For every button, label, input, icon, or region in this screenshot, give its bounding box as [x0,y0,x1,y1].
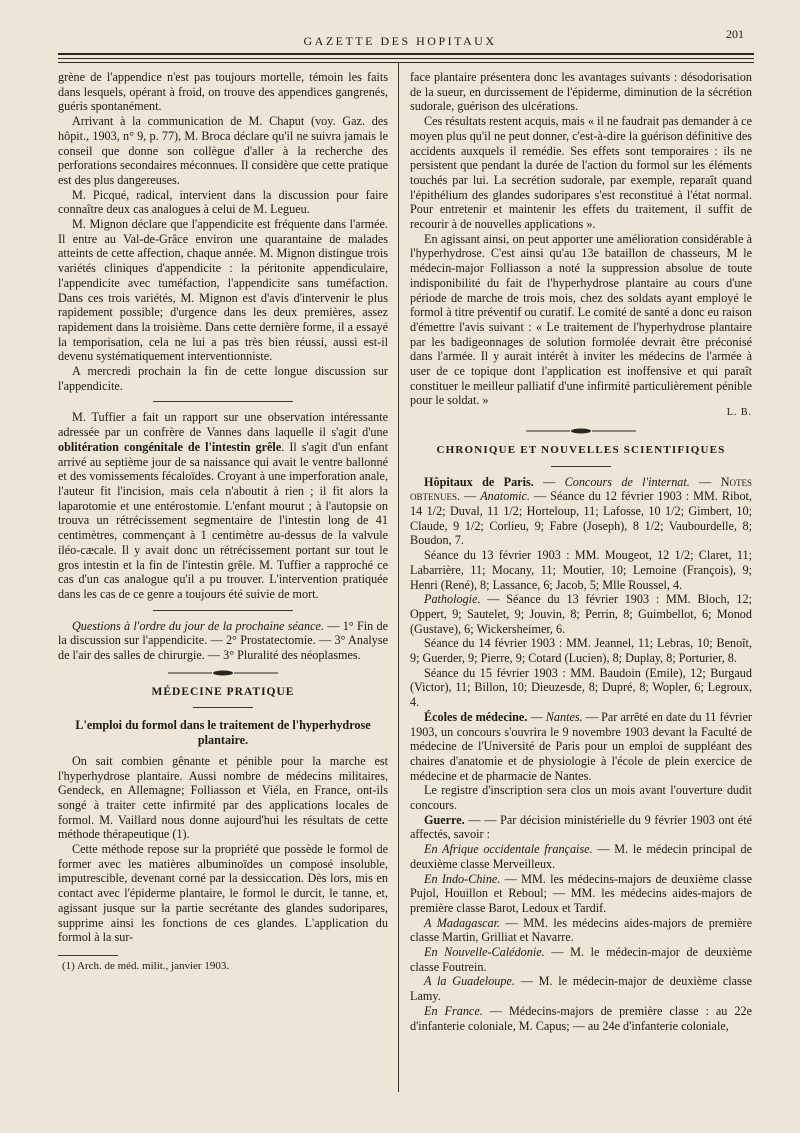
paragraph: grène de l'appendice n'est pas toujours mortelle, témoin les faits dans lesquels, opérant à froid, on trouve des appendices gangrenés, guéris spontanément. [58,70,388,114]
posting-place: En Nouvelle-Calédonie. [424,945,545,960]
left-column [58,70,388,973]
agenda-heading: Questions à l'ordre du jour de la prochaine séance. [72,618,324,633]
text-run: M. Tuffier a fait un rapport sur une observation intéressante adressée par un confrère de Vannes dans laquelle il s'agit d'une [58,410,388,440]
article-title: L'emploi du formol dans le traitement de l'hyperhydrose plantaire. [75,718,371,748]
paragraph: Le registre d'inscription sera clos un mois avant l'ouverture dudit concours. [410,783,752,813]
agenda-text: — 1° Fin de la discussion sur l'appendicite. — 2° Prostatectomie. — 3° Analyse de l'air des salles de chirurgie. — 3° Pluralité des néoplasmes. [58,618,389,663]
header-rule-thin-lower [58,62,754,63]
paragraph: Cette méthode repose sur la propriété que possède le formol de former avec les matières albuminoïdes un composé insoluble, imputrescible, devenant corné par la dessiccation. Dès lors, mis en contact avec l'épiderme plantaire, le formol le durcit, le tanne, et, agissant jusque sur la partie secrétante des glandes sudoripares, supprime ainsi les fonctions de ces glandes. L'application du formol à la sur- [58,842,388,945]
posting-text: — MM. les médecins aides-majors de première classe Martin, Grilliat et Navarre. [410,915,752,945]
anatomie-results: — Séance du 12 février 1903 : MM. Ribot, 14 1/2; Duval, 11 1/2; Horteloup, 11; Lafosse, 10 1/2; Gimbert, 10; Claude, 9 1/2; Corlieu, 9; Fabre (Joseph), 8 1/2; Vaubourdelle, 8; Boudon, 7. [410,489,752,548]
section-title: MÉDECINE PRATIQUE [151,685,295,698]
ecoles-text: — Par arrêté en date du 11 février 1903, un concours s'ouvrira le 9 novembre 1903 devant la Faculté de médecine de l'Université de Paris pour un emploi de suppléant des chaires d'anatomie et de physiologie à l'école de plein exercice de médecine et de pharmacie de Nantes. [410,709,752,783]
paragraph: face plantaire présentera donc les avantages suivants : désodorisation de la sueur, en durcissement de l'épiderme, diminution de la sécrétion sudorale, guérison des ulcérations. [410,70,752,114]
pathologie-results: — Séance du 13 février 1903 : MM. Bloch, 12; Oppert, 9; Sautelet, 9; Jouvin, 8; Perrin, 8; Guimbellot, 6; Monod (Gustave), 6; Wickersheimer, 6. [410,592,752,636]
ecoles-paragraph: Écoles de médecine. — Nantes. — Par arrêté en date du 11 février 1903, un concours s'ouvrira le 9 novembre 1903 devant la Faculté de médecine de l'Université de Paris pour un emploi de suppléant des chaires d'anatomie et de physiologie à l'école de plein exercice de médecine et de pharmacie de Nantes. [410,709,752,783]
paragraph: Arrivant à la communication de M. Chaput (voy. Gaz. des hôpit., 1903, n° 9, p. 77), M. Broca déclare qu'il ne suivra jamais le conseil que donne son collègue d'aller à la recherche des perforations secondaires méconnues. Il considère que cette pratique est des plus dangereuses. [58,114,388,187]
ornament-divider-icon [526,427,636,435]
header-rule-thick [58,53,754,55]
anatomie-label: Anatomic. [480,489,530,504]
posting-text: — Médecins-majors de première classe : au 22e d'infanterie coloniale, M. Capus; — au 24e d'infanterie coloniale, [410,1003,752,1033]
concours-heading: Concours de l'internat. [564,474,690,489]
guerre-item [410,842,752,871]
paragraph: On sait combien gênante et pénible pour la marche est l'hyperhydrose plantaire. Aussi nombre de médecins militaires, Gendeck, en Allemagne; Folliasson et Viéla, en France, ont-ils songé à traiter cette infirmité par des applications locales de formol. M. Vaillard nous donne aujourd'hui les résultats de cette méthode thérapeutique (1). [58,753,388,842]
running-head: GAZETTE DES HOPITAUX [303,34,497,48]
guerre-item [410,974,752,1003]
tuffier-paragraph [58,410,388,601]
paragraph: En agissant ainsi, on peut apporter une amélioration considérable à l'hyperhydrose. C'est ainsi qu'au 13e bataillon de chasseurs, M le médecin-major Folliasson a noté la suppression absolue de toute indisponibilité du fait de l'hyperhydrose plantaire au cours d'une période de marche de trois mois, chez des soldats ayant employé le formol à titre préventif ou curatif. Le comité de santé a donc eu raison d'émettre l'avis suivant : « Le traitement de l'hyperhydrose plantaire par les badigeonnages de solution formolée devrait être préconisé dans l'armée. Il y aurait intérêt à inviter les médecins de l'armée à user de ce topique dont l'application est inoffensive et qui paraît constituer le meilleur palliatif d'une infirmité particulièrement pénible pour le soldat. » [410,231,752,408]
title-rule [193,707,253,708]
posting-place: En France. [424,1003,483,1018]
header-rule-thin [58,58,754,59]
ecoles-heading: Écoles de médecine. [424,709,528,724]
results-paragraph: Séance du 14 février 1903 : MM. Jeannel, 11; Lebras, 10; Benoît, 9; Guerder, 9; Pierre, 9; Cotard (Lucien), 8; Duplay, 8; Porturier, 8. [410,636,752,666]
separator-rule [153,610,293,611]
pathologie-paragraph [410,592,752,636]
posting-place: En Indo-Chine. [424,871,501,886]
hopitaux-heading: Hôpitaux de Paris. [424,474,534,489]
bold-phrase: oblitération congénitale de l'intestin grêle [58,439,282,454]
hopitaux-paragraph: Hôpitaux de Paris. — Concours de l'internat. — Notes obtenues. — Anatomic. — Séance du 12 février 1903 : MM. Ribot, 14 1/2; Duval, 11 1/2; Horteloup, 11; Lafosse, 10 1/2; Gimbert, 10; Claude, 9 1/2; Corlieu, 9; Fabre (Joseph), 8 1/2; Vaubourdelle, 8; Boudon, 7. [410,474,752,548]
guerre-paragraph [410,813,752,842]
guerre-item [410,872,752,916]
ecoles-city: Nantes. [545,709,583,724]
results-paragraph: Séance du 15 février 1903 : MM. Baudoin (Emile), 12; Burgaud (Victor), 11; Billon, 10; Dieuzesde, 8; Dupré, 8; Wopler, 6; Legroux, 4. [410,665,752,710]
posting-text: — MM. les médecins-majors de deuxième classe Pujol, Houillon et Reboul; — MM. les médecins aides-majors de première classe Barot, Ledoux et Tardif. [410,871,752,915]
posting-place: A la Guadeloupe. [424,974,515,989]
guerre-item [410,1004,752,1033]
text-run: . Il s'agit d'un enfant arrivé au septième jour de sa naissance qui avait le ventre ballonné et des vomissements fécaloïdes. Croyant à une imperforation anale, l'auteur fit l'incision, mais cela n'aboutit à rien ; il fit alors la laparotomie et une entérostomie. L'enfant mourut ; à l'autopsie on trouva un rétrécissement segmentaire de l'intestin long de 41 centimètres, commençant à 1 centimètre au-dessus de la valvule iléo-cæcale. Il y avait donc un rétrécissement portant sur tout le gros intestin et la fin de l'intestin grêle. M. Tuffier a rapproché ce cas d'un cas analogue qu'il a pu trouver. L'intervention pratiquée dans les cas de ce genre a toujours été suivie de mort. [58,439,389,601]
paragraph: M. Mignon déclare que l'appendicite est fréquente dans l'armée. Il entre au Val-de-Grâce environ une quarantaine de malades atteints de cette affection, chaque année. M. Mignon distingue trois variétés cliniques d'appendicite : la péritonite appendiculaire, l'appendicite avec tuméfaction, l'appendicite sans tuméfaction. Dans ces trois variétés, M. Mignon est d'avis d'intervenir le plus rapidement possible; d'urgence dans les deux premières, assez rapidement dans la troisième. Dans cette dernière forme, il a essayé la temporisation, cela ne lui a pas très bien réussi, aussi est-il devenu systématiquement interventionniste. [58,217,388,364]
column-divider [398,62,399,1092]
posting-text: — M. le médecin-major de deuxième classe Lamy. [410,974,752,1004]
results-paragraph: Séance du 13 février 1903 : MM. Mougeot, 12 1/2; Claret, 11; Labarrière, 11; Mocany, 11; Moutier, 10; Lemoine (François), 9; Henri (René), 8; Lassance, 6; Jacob, 5; Mlle Roussel, 4. [410,548,752,592]
guerre-item [410,945,752,974]
agenda-paragraph [58,619,388,663]
guerre-text: — — Par décision ministérielle du 9 février 1903 ont été affectés, savoir : [410,812,752,842]
guerre-item [410,916,752,945]
posting-text: — M. le médecin principal de deuxième classe Merveilleux. [410,842,753,871]
posting-text: — M. le médecin-major de deuxième classe Foutrein. [410,945,752,974]
guerre-heading: Guerre. [424,812,465,827]
right-column [410,70,752,1033]
footnote-rule [58,955,118,956]
posting-place: A Madagascar. [424,915,501,930]
notes-heading: Notes obtenues. [410,474,752,504]
footnote: (1) Arch. de méd. milit., janvier 1903. [62,959,230,972]
ornament-divider-icon [168,669,278,677]
section-title: CHRONIQUE ET NOUVELLES SCIENTIFIQUES [436,443,726,456]
paragraph: M. Picqué, radical, intervient dans la discussion pour faire connaître deux cas analogues à celui de M. Legueu. [58,187,388,217]
title-rule [551,466,611,467]
paragraph: Ces résultats restent acquis, mais « il ne faudrait pas demander à ce moyen plus qu'il ne peut donner, c'est-à-dire la guérison définitive des accidents auxquels il remédie. Ses effets sont temporaires : ils ne persistent que pendant la durée de l'action du formol sur les éléments touchés par lui. La secrétion sudorale, par exemple, reparaît quand l'épithélium des glandes sudoripares s'est reconstitué à l'état normal. Pour entretenir et maintenir les effets du traitement, il suffit de recourir à de nouvelles applications ». [410,114,752,232]
page-number: 201 [726,27,744,41]
posting-place: En Afrique occidentale française. [424,842,593,857]
pathologie-label: Pathologie. [424,592,481,607]
paragraph: A mercredi prochain la fin de cette longue discussion sur l'appendicite. [58,364,388,393]
separator-rule [153,401,293,402]
signature: L. B. [726,408,752,419]
